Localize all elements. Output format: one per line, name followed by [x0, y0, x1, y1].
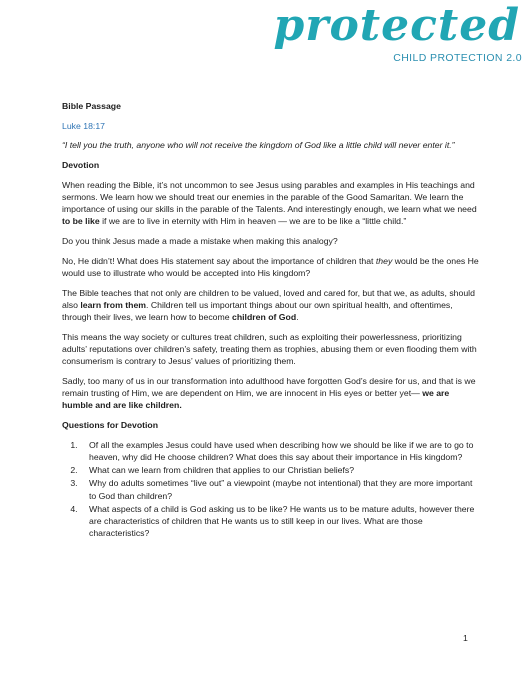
bible-passage-heading: Bible Passage: [62, 101, 121, 111]
devotion-paragraph-3: [62, 255, 482, 279]
emphasis-text: to be like: [62, 216, 100, 227]
devotion-heading: Devotion: [62, 160, 100, 171]
list-item: 4. What aspects of a child is God asking us to be like? He wants us to be mature adults, however there are characteristics of children that He wants us to still keep in our lives. What are those characteristics?: [80, 503, 482, 540]
text-run: . Children tell us important things about our own spiritual health, and oftentimes, through their lives, we learn how to become: [62, 299, 453, 323]
questions-heading: Questions for Devotion: [62, 420, 159, 431]
text-run: The Bible teaches that not only are children to be valued, loved and cared for, but that we, as adults, should also: [62, 287, 475, 310]
list-item: 3. Why do adults sometimes “live out” a viewpoint (maybe not intentional) that they are more important to God than children?: [80, 477, 482, 501]
emphasis-text: we are humble and are like children.: [62, 388, 450, 411]
devotion-paragraph-5: This means the way society or cultures treat children, such as exploiting their powerlessness, prioritizing adults’ reputations over children’s safety, treating them as trophies, abusing them or even flooding them with consumerism is contrary to Jesus’ values of prioritizing them.: [62, 331, 477, 367]
devotion-paragraph-1: [62, 179, 482, 228]
devotion-paragraph-6: [62, 375, 482, 412]
list-item: 2. What can we learn from children that applies to our Christian beliefs?: [80, 464, 482, 476]
devotion-paragraph-2: Do you think Jesus made a made a mistake when making this analogy?: [62, 236, 338, 247]
page-number: 1: [463, 633, 468, 643]
questions-list: [62, 439, 482, 540]
document-body: [62, 100, 482, 540]
scripture-quote: “I tell you the truth, anyone who will not receive the kingdom of God like a little child will never enter it.”: [62, 140, 455, 151]
scripture-reference: Luke 18:17: [62, 120, 105, 131]
logo-subtitle: CHILD PROTECTION 2.0: [393, 52, 522, 64]
text-run: Sadly, too many of us in our transformation into adulthood have forgotten God’s desire for us, and that is we remain trusting of Him, we are dependent on Him, we are innocent in His eyes or better yet—: [62, 375, 476, 399]
text-run: No, He didn’t! What does His statement say about the importance of children that: [62, 255, 376, 266]
emphasis-text: they: [375, 255, 393, 266]
text-run: .: [296, 312, 299, 323]
devotion-paragraph-4: [62, 287, 482, 324]
text-run: When reading the Bible, it’s not uncommon to see Jesus using parables and examples in His teachings and sermons. We learn how we should treat our enemies in the parable of the Good Samaritan. We learn the importance of using our skills in the parable of the Talents. And interestingly enough, we learn what we need: [62, 179, 477, 215]
logo-wordmark: protected: [273, 0, 520, 51]
text-run: would be the ones He would use to illustrate who would be accepted into His kingdom?: [62, 255, 479, 279]
text-run: if we are to live in eternity with Him in heaven — we are to be like a “little child.”: [99, 216, 407, 227]
protected-logo: [273, 0, 526, 68]
emphasis-text: learn from them: [80, 299, 147, 310]
emphasis-text: children of God: [231, 312, 297, 323]
list-item: 1. Of all the examples Jesus could have used when describing how we should be like if we are to go to heaven, why did He choose children? What does this say about their importance in His kingdom?: [80, 439, 482, 463]
